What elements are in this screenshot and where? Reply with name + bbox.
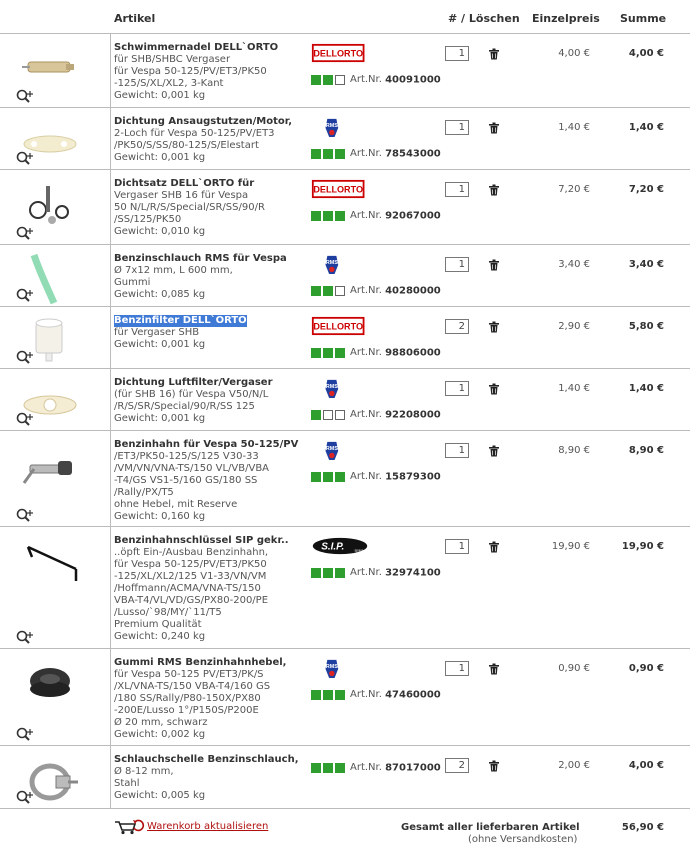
cart-row bbox=[0, 244, 690, 307]
stock-indicator-square bbox=[311, 568, 321, 578]
zoom-icon[interactable] bbox=[15, 411, 35, 427]
quantity-input[interactable]: 1 bbox=[445, 381, 469, 396]
brand-logo bbox=[311, 116, 369, 138]
line-total: 1,40 € bbox=[628, 122, 664, 133]
product-info bbox=[114, 178, 309, 238]
art-nr-label: Art.Nr. bbox=[350, 567, 382, 578]
product-name[interactable]: Benzinhahnschlüssel SIP gekr.. bbox=[114, 535, 289, 546]
stock-indicator-square bbox=[311, 75, 321, 85]
column-divider bbox=[110, 245, 111, 307]
cart-total: 56,90 € bbox=[621, 822, 664, 833]
stock-indicator-square bbox=[323, 568, 333, 578]
quantity-input[interactable]: 1 bbox=[445, 182, 469, 197]
brand-logo bbox=[311, 439, 369, 461]
product-desc-line: /R/S/SR/Special/90/R/SS 125 bbox=[114, 401, 255, 412]
unit-price: 4,00 € bbox=[558, 48, 590, 59]
stock-indicator-square bbox=[311, 763, 321, 773]
column-divider bbox=[110, 307, 111, 369]
product-desc-line: Gewicht: 0,001 kg bbox=[114, 152, 206, 163]
cart-update-icon[interactable] bbox=[113, 819, 143, 835]
quantity-input[interactable]: 1 bbox=[445, 257, 469, 272]
product-desc-line: Ø 20 mm, schwarz bbox=[114, 717, 208, 728]
svg-text:DELLORTO: DELLORTO bbox=[313, 48, 363, 59]
stock-indicator-square bbox=[335, 410, 345, 420]
art-nr-value: 87017000 bbox=[385, 762, 441, 774]
total-note: (ohne Versandkosten) bbox=[468, 834, 578, 845]
update-cart-link[interactable]: Warenkorb aktualisieren bbox=[147, 821, 269, 832]
stock-indicator-square bbox=[335, 690, 345, 700]
unit-price: 7,20 € bbox=[558, 184, 590, 195]
product-image[interactable] bbox=[20, 42, 80, 92]
product-desc-line: Vergaser SHB 16 für Vespa bbox=[114, 190, 249, 201]
line-total: 0,90 € bbox=[628, 663, 664, 674]
stock-indicator-square bbox=[311, 472, 321, 482]
product-name[interactable]: Benzinschlauch RMS für Vespa bbox=[114, 253, 287, 264]
stock-indicator-square bbox=[323, 472, 333, 482]
total-label: Gesamt aller lieferbaren Artikel bbox=[401, 822, 580, 833]
product-desc-line: Gewicht: 0,005 kg bbox=[114, 790, 206, 801]
zoom-icon[interactable] bbox=[15, 88, 35, 104]
stock-indicator-square bbox=[311, 286, 321, 296]
zoom-icon[interactable] bbox=[15, 225, 35, 241]
product-desc-line: /180 SS/Rally/P80-150X/PX80 bbox=[114, 693, 261, 704]
product-info bbox=[114, 116, 309, 164]
line-total: 3,40 € bbox=[628, 259, 664, 270]
product-info bbox=[114, 439, 309, 523]
stock-availability bbox=[311, 471, 441, 483]
zoom-icon[interactable] bbox=[15, 150, 35, 166]
product-desc-line: für Vespa 50-125/PV/ET3/PK50 bbox=[114, 66, 267, 77]
stock-indicator-square bbox=[335, 472, 345, 482]
column-divider bbox=[110, 108, 111, 170]
art-nr-value: 40280000 bbox=[385, 285, 441, 297]
stock-indicator-square bbox=[311, 410, 321, 420]
stock-indicator-square bbox=[323, 410, 333, 420]
cart-footer bbox=[0, 808, 690, 849]
product-name[interactable]: Dichtung Ansaugstutzen/Motor, bbox=[114, 116, 293, 127]
product-desc-line: /PK50/S/SS/80-125/S/Elestart bbox=[114, 140, 259, 151]
art-nr-value: 78543000 bbox=[385, 148, 441, 160]
product-desc-line: für Vespa 50-125 PV/ET3/PK/S bbox=[114, 669, 264, 680]
unit-price: 0,90 € bbox=[558, 663, 590, 674]
header-artikel: Artikel bbox=[114, 12, 156, 25]
stock-indicator-square bbox=[323, 763, 333, 773]
svg-text:RMS: RMS bbox=[325, 384, 338, 390]
stock-indicator-square bbox=[323, 348, 333, 358]
svg-text:RMS: RMS bbox=[325, 260, 338, 266]
product-desc-line: Gewicht: 0,001 kg bbox=[114, 90, 206, 101]
product-desc-line: -200E/Lusso 1°/P150S/P200E bbox=[114, 705, 259, 716]
product-name[interactable]: Gummi RMS Benzinhahnhebel, bbox=[114, 657, 287, 668]
unit-price: 2,90 € bbox=[558, 321, 590, 332]
svg-text:spare parts: spare parts bbox=[354, 548, 373, 553]
cart-row bbox=[0, 368, 690, 431]
column-divider bbox=[110, 746, 111, 809]
stock-indicator-square bbox=[335, 149, 345, 159]
product-desc-line: Gewicht: 0,001 kg bbox=[114, 339, 206, 350]
stock-indicator-square bbox=[323, 75, 333, 85]
product-desc-line: Gewicht: 0,010 kg bbox=[114, 226, 206, 237]
stock-indicator-square bbox=[311, 211, 321, 221]
art-nr-label: Art.Nr. bbox=[350, 471, 382, 482]
cart-row bbox=[0, 169, 690, 245]
stock-indicator-square bbox=[323, 211, 333, 221]
column-divider bbox=[110, 649, 111, 746]
product-desc-line: /VM/VN/VNA-TS/150 VL/VB/VBA bbox=[114, 463, 270, 474]
product-desc-line: ..öpft Ein-/Ausbau Benzinhahn, bbox=[114, 547, 269, 558]
brand-logo bbox=[311, 377, 369, 399]
line-total: 5,80 € bbox=[628, 321, 664, 332]
cart-row bbox=[0, 33, 690, 108]
stock-indicator-square bbox=[335, 568, 345, 578]
product-image[interactable] bbox=[20, 535, 80, 585]
column-divider bbox=[110, 170, 111, 245]
art-nr-label: Art.Nr. bbox=[350, 148, 382, 159]
stock-availability bbox=[311, 689, 441, 701]
stock-indicator-square bbox=[311, 348, 321, 358]
product-desc-line: 50 N/L/R/S/Special/SR/SS/90/R bbox=[114, 202, 265, 213]
unit-price: 19,90 € bbox=[551, 541, 590, 552]
product-name[interactable]: Dichtung Luftfilter/Vergaser bbox=[114, 377, 273, 388]
art-nr-label: Art.Nr. bbox=[350, 409, 382, 420]
art-nr-value: 98806000 bbox=[385, 347, 441, 359]
column-divider bbox=[110, 527, 111, 649]
art-nr-value: 40091000 bbox=[385, 74, 441, 86]
unit-price: 3,40 € bbox=[558, 259, 590, 270]
header-sum: Summe bbox=[620, 12, 667, 25]
cart-row bbox=[0, 430, 690, 527]
product-desc-line: /Lusso/`98/MY/`11/T5 bbox=[114, 607, 222, 618]
product-desc-line: -T4/GS VS1-5/160 GS/180 SS bbox=[114, 475, 258, 486]
line-total: 4,00 € bbox=[628, 760, 664, 771]
stock-indicator-square bbox=[323, 286, 333, 296]
quantity-input[interactable]: 2 bbox=[445, 319, 469, 334]
art-nr-value: 32974100 bbox=[385, 567, 441, 579]
stock-availability bbox=[311, 74, 441, 86]
product-desc-line: Ø 7x12 mm, L 600 mm, bbox=[114, 265, 233, 276]
brand-logo bbox=[311, 253, 369, 275]
line-total: 19,90 € bbox=[621, 541, 664, 552]
art-nr-label: Art.Nr. bbox=[350, 285, 382, 296]
cart-row bbox=[0, 306, 690, 369]
stock-availability bbox=[311, 567, 441, 579]
product-image[interactable] bbox=[20, 178, 80, 228]
stock-indicator-square bbox=[335, 348, 345, 358]
svg-text:DELLORTO: DELLORTO bbox=[313, 184, 363, 195]
art-nr-label: Art.Nr. bbox=[350, 210, 382, 221]
unit-price: 1,40 € bbox=[558, 122, 590, 133]
product-desc-line: für Vespa 50-125/PV/ET3/PK50 bbox=[114, 559, 267, 570]
trash-icon[interactable] bbox=[488, 48, 500, 60]
product-desc-line: /Hoffmann/ACMA/VNA-TS/150 bbox=[114, 583, 261, 594]
stock-availability bbox=[311, 347, 441, 359]
product-info bbox=[114, 657, 309, 741]
line-total: 7,20 € bbox=[628, 184, 664, 195]
stock-availability bbox=[311, 409, 441, 421]
trash-icon[interactable] bbox=[488, 259, 500, 271]
quantity-input[interactable]: 1 bbox=[445, 443, 469, 458]
product-name[interactable]: Schlauchschelle Benzinschlauch, bbox=[114, 754, 299, 765]
product-desc-line: -125/S/XL/XL2, 3-Kant bbox=[114, 78, 224, 89]
art-nr-value: 92067000 bbox=[385, 210, 441, 222]
product-name[interactable]: Dichtsatz DELL`ORTO für bbox=[114, 178, 255, 189]
quantity-input[interactable]: 1 bbox=[445, 120, 469, 135]
product-desc-line: für Vergaser SHB bbox=[114, 327, 200, 338]
product-desc-line: ohne Hebel, mit Reserve bbox=[114, 499, 238, 510]
stock-availability bbox=[311, 762, 441, 774]
art-nr-label: Art.Nr. bbox=[350, 689, 382, 700]
brand-logo bbox=[311, 315, 369, 337]
zoom-icon[interactable] bbox=[15, 789, 35, 805]
trash-icon[interactable] bbox=[488, 321, 500, 333]
product-desc-line: Gummi bbox=[114, 277, 151, 288]
svg-text:RMS: RMS bbox=[325, 446, 338, 452]
cart-row bbox=[0, 107, 690, 170]
product-info bbox=[114, 42, 309, 102]
zoom-icon[interactable] bbox=[15, 507, 35, 523]
product-name[interactable]: Schwimmernadel DELL`ORTO bbox=[114, 42, 279, 53]
product-desc-line: 2-Loch für Vespa 50-125/PV/ET3 bbox=[114, 128, 275, 139]
stock-indicator-square bbox=[335, 211, 345, 221]
brand-logo bbox=[311, 657, 369, 679]
zoom-icon[interactable] bbox=[15, 629, 35, 645]
product-desc-line: /XL/VNA-TS/150 VBA-T4/160 GS bbox=[114, 681, 271, 692]
unit-price: 8,90 € bbox=[558, 445, 590, 456]
trash-icon[interactable] bbox=[488, 760, 500, 772]
brand-logo bbox=[311, 178, 369, 200]
header-delete: # / Löschen bbox=[448, 12, 520, 25]
product-desc-line: /ET3/PK50-125/S/125 V30-33 bbox=[114, 451, 259, 462]
unit-price: 1,40 € bbox=[558, 383, 590, 394]
product-desc-line: Ø 8-12 mm, bbox=[114, 766, 174, 777]
art-nr-label: Art.Nr. bbox=[350, 762, 382, 773]
trash-icon[interactable] bbox=[488, 445, 500, 457]
stock-availability bbox=[311, 210, 441, 222]
product-desc-line: (für SHB 16) für Vespa V50/N/L bbox=[114, 389, 269, 400]
stock-availability bbox=[311, 148, 441, 160]
quantity-input[interactable]: 1 bbox=[445, 661, 469, 676]
art-nr-value: 15879300 bbox=[385, 471, 441, 483]
product-info bbox=[114, 535, 309, 643]
stock-indicator-square bbox=[323, 149, 333, 159]
line-total: 4,00 € bbox=[628, 48, 664, 59]
product-desc-line: /SS/125/PK50 bbox=[114, 214, 182, 225]
product-desc-line: VBA-T4/VL/VD/GS/PX80-200/PE bbox=[114, 595, 269, 606]
cart-row bbox=[0, 526, 690, 649]
stock-indicator-square bbox=[335, 286, 345, 296]
product-desc-line: Gewicht: 0,160 kg bbox=[114, 511, 206, 522]
brand-logo bbox=[311, 42, 369, 64]
trash-icon[interactable] bbox=[488, 541, 500, 553]
stock-indicator-square bbox=[311, 690, 321, 700]
product-info bbox=[114, 253, 309, 301]
art-nr-value: 92208000 bbox=[385, 409, 441, 421]
column-divider bbox=[110, 34, 111, 108]
product-desc-line: Gewicht: 0,240 kg bbox=[114, 631, 206, 642]
header-unit-price: Einzelpreis bbox=[532, 12, 600, 25]
art-nr-label: Art.Nr. bbox=[350, 74, 382, 85]
product-name[interactable]: Benzinhahn für Vespa 50-125/PV bbox=[114, 439, 299, 450]
zoom-icon[interactable] bbox=[15, 349, 35, 365]
stock-indicator-square bbox=[335, 763, 345, 773]
svg-text:RMS: RMS bbox=[325, 664, 338, 670]
product-desc-line: Stahl bbox=[114, 778, 140, 789]
trash-icon[interactable] bbox=[488, 383, 500, 395]
line-total: 8,90 € bbox=[628, 445, 664, 456]
stock-indicator-square bbox=[335, 75, 345, 85]
product-image[interactable] bbox=[20, 657, 80, 707]
cart-row bbox=[0, 648, 690, 746]
quantity-input[interactable]: 2 bbox=[445, 758, 469, 773]
line-total: 1,40 € bbox=[628, 383, 664, 394]
quantity-input[interactable]: 1 bbox=[445, 539, 469, 554]
svg-text:DELLORTO: DELLORTO bbox=[313, 321, 363, 332]
stock-indicator-square bbox=[311, 149, 321, 159]
product-desc-line: Gewicht: 0,002 kg bbox=[114, 729, 206, 740]
brand-logo bbox=[311, 535, 373, 557]
product-desc-line: Gewicht: 0,001 kg bbox=[114, 413, 206, 424]
product-info bbox=[114, 377, 309, 425]
cart-header bbox=[0, 0, 690, 33]
column-divider bbox=[110, 369, 111, 431]
product-desc-line: /Rally/PX/T5 bbox=[114, 487, 174, 498]
product-desc-line: -125/XL/XL2/125 V1-33/VN/VM bbox=[114, 571, 267, 582]
product-info bbox=[114, 754, 309, 802]
zoom-icon[interactable] bbox=[15, 287, 35, 303]
zoom-icon[interactable] bbox=[15, 726, 35, 742]
product-desc-line: für SHB/SHBC Vergaser bbox=[114, 54, 231, 65]
svg-text:S.I.P.: S.I.P. bbox=[321, 541, 345, 553]
cart-row bbox=[0, 745, 690, 809]
trash-icon[interactable] bbox=[488, 122, 500, 134]
unit-price: 2,00 € bbox=[558, 760, 590, 771]
art-nr-label: Art.Nr. bbox=[350, 347, 382, 358]
art-nr-value: 47460000 bbox=[385, 689, 441, 701]
trash-icon[interactable] bbox=[488, 184, 500, 196]
svg-text:RMS: RMS bbox=[325, 123, 338, 129]
column-divider bbox=[110, 431, 111, 527]
trash-icon[interactable] bbox=[488, 663, 500, 675]
product-desc-line: Gewicht: 0,085 kg bbox=[114, 289, 206, 300]
product-name[interactable]: Benzinfilter DELL`ORTO bbox=[114, 315, 247, 326]
stock-availability bbox=[311, 285, 441, 297]
stock-indicator-square bbox=[323, 690, 333, 700]
quantity-input[interactable]: 1 bbox=[445, 46, 469, 61]
product-image[interactable] bbox=[20, 439, 80, 489]
product-desc-line: Premium Qualität bbox=[114, 619, 202, 630]
product-info bbox=[114, 315, 309, 351]
